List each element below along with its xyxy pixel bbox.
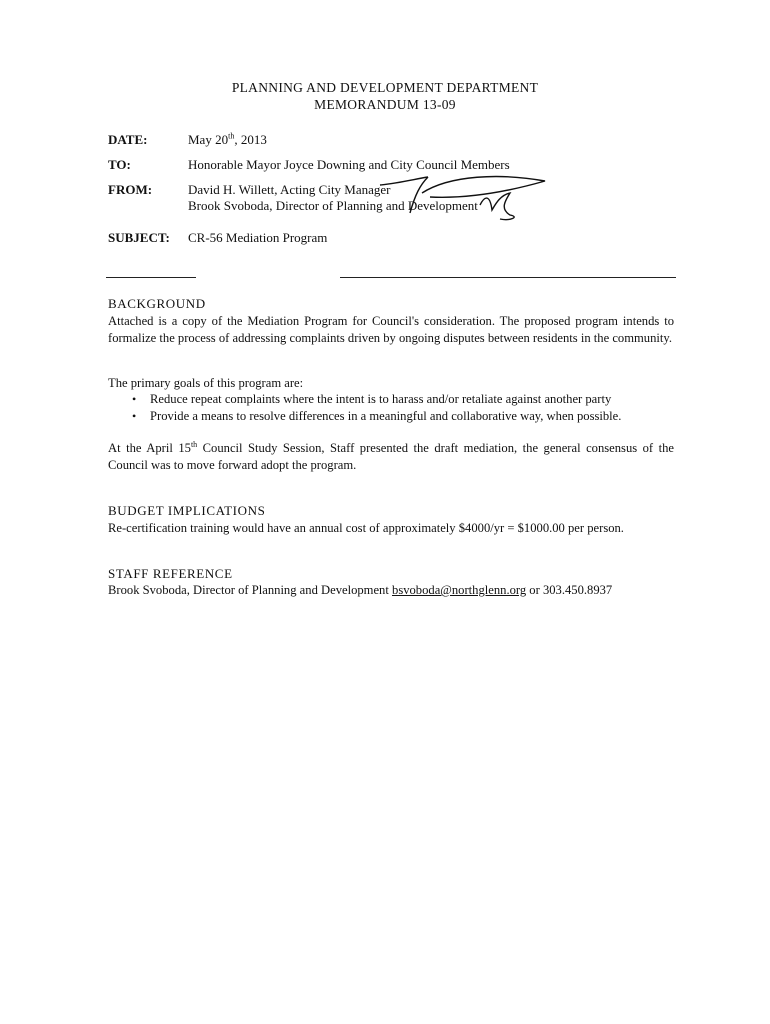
from-line-1: David H. Willett, Acting City Manager — [188, 182, 391, 197]
from-label: FROM: — [108, 182, 153, 197]
study-session-text-end: Council Study Session, Staff presented the draft mediation, the general consensus of the Council was to move forward adopt the program. — [108, 441, 674, 472]
study-session-text-start: At the April 15 — [108, 441, 191, 455]
department-title: PLANNING AND DEVELOPMENT DEPARTMENT — [231, 80, 539, 95]
budget-heading: BUDGET IMPLICATIONS — [108, 503, 266, 518]
from-line-2: Brook Svoboda, Director of Planning and Development — [188, 198, 478, 213]
bullet-icon: • — [132, 409, 137, 423]
study-session-sup: th — [190, 439, 198, 449]
date-label: DATE: — [108, 132, 148, 147]
goal-item — [130, 391, 690, 408]
budget-text: Re-certification training would have an annual cost of approximately $4000/yr = $1000.00 per person. — [108, 521, 624, 535]
staff-email-link[interactable]: bsvoboda@northglenn.org — [392, 583, 527, 597]
bullet-icon: • — [132, 392, 137, 406]
to-value: Honorable Mayor Joyce Downing and City Council Members — [188, 157, 510, 172]
memo-number: MEMORANDUM 13-09 — [314, 97, 456, 112]
date-value — [188, 132, 267, 148]
staff-reference-heading: STAFF REFERENCE — [108, 566, 233, 581]
subject-label: SUBJECT: — [108, 230, 170, 245]
subject-value: CR-56 Mediation Program — [188, 230, 328, 245]
study-session-paragraph — [108, 440, 674, 473]
background-heading: BACKGROUND — [108, 296, 206, 311]
goal-item — [130, 408, 690, 425]
staff-reference-name: Brook Svoboda, Director of Planning and Development — [108, 583, 393, 597]
date-value-year: , 2013 — [234, 132, 267, 147]
goal-item-text: Provide a means to resolve differences in a meaningful and collaborative way, when possible. — [150, 409, 622, 423]
signature-mark — [360, 165, 560, 225]
background-paragraph: Attached is a copy of the Mediation Program for Council's consideration. The proposed program intends to formalize the process of addressing complaints driven by ongoing disputes between residents in the community. — [108, 314, 674, 345]
goal-item-text: Reduce repeat complaints where the intent is to harass and/or retaliate against another party — [150, 392, 612, 406]
staff-reference-text — [108, 582, 674, 599]
separator-rule-left — [106, 277, 196, 278]
staff-phone: or 303.450.8937 — [526, 583, 613, 597]
date-value-sup: th — [228, 131, 235, 141]
to-label: TO: — [108, 157, 131, 172]
goals-intro: The primary goals of this program are: — [108, 376, 304, 390]
goals-list — [130, 391, 690, 425]
date-value-main: May 20 — [188, 132, 229, 147]
separator-rule-right — [340, 277, 676, 278]
